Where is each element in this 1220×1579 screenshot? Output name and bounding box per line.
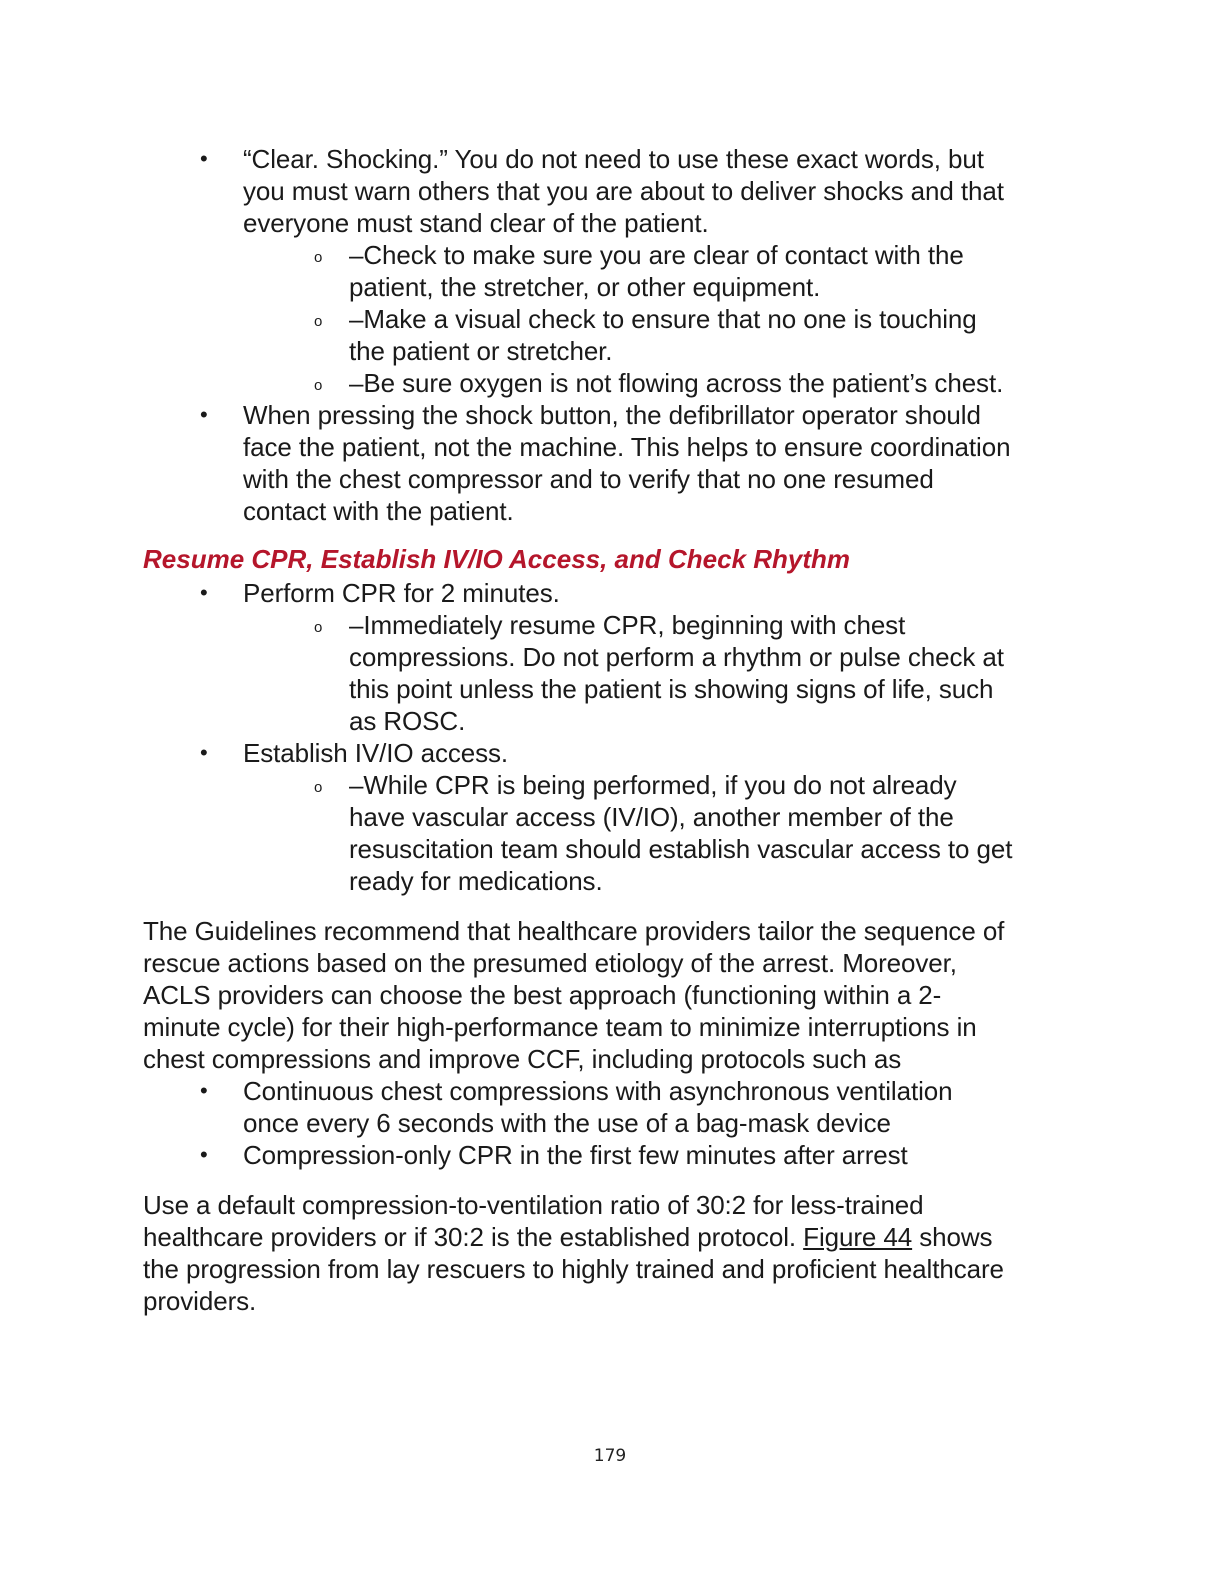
bullet-icon: •	[200, 1142, 208, 1167]
bullet-text: everyone must stand clear of the patient.	[243, 208, 709, 238]
bullet-text: once every 6 seconds with the use of a bag-mask device	[243, 1108, 891, 1138]
bullet-text: Compression-only CPR in the first few minutes after arrest	[243, 1140, 908, 1170]
sub-bullet-text: resuscitation team should establish vascular access to get	[349, 834, 1013, 864]
paragraph-text	[143, 1221, 992, 1253]
bullet-text: Establish IV/IO access.	[243, 738, 509, 768]
paragraph-text: minute cycle) for their high-performance team to minimize interruptions in	[143, 1012, 977, 1042]
sub-bullet-text: –Check to make sure you are clear of contact with the	[349, 240, 964, 270]
bullet-text: face the patient, not the machine. This helps to ensure coordination	[243, 432, 1011, 462]
sub-bullet-icon: o	[314, 619, 323, 636]
sub-bullet-icon: o	[314, 313, 323, 330]
bullet-icon: •	[200, 1078, 208, 1103]
bullet-text: with the chest compressor and to verify that no one resumed	[243, 464, 934, 494]
sub-bullet-text: ready for medications.	[349, 866, 603, 896]
paragraph-text: The Guidelines recommend that healthcare providers tailor the sequence of	[143, 916, 1005, 946]
paragraph-text: ACLS providers can choose the best approach (functioning within a 2-	[143, 980, 942, 1010]
figure-44-link[interactable]: Figure 44	[803, 1222, 913, 1252]
paragraph-text-segment: healthcare providers or if 30:2 is the established protocol.	[143, 1222, 804, 1252]
paragraph-text: rescue actions based on the presumed etiology of the arrest. Moreover,	[143, 948, 957, 978]
bullet-text: “Clear. Shocking.” You do not need to use these exact words, but	[243, 144, 984, 174]
paragraph-text-segment: shows	[912, 1222, 993, 1252]
paragraph-text: providers.	[143, 1286, 257, 1316]
sub-bullet-text: –Immediately resume CPR, beginning with chest	[349, 610, 906, 640]
bullet-icon: •	[200, 740, 208, 765]
bullet-text: contact with the patient.	[243, 496, 514, 526]
bullet-text: Perform CPR for 2 minutes.	[243, 578, 560, 608]
paragraph-text: chest compressions and improve CCF, including protocols such as	[143, 1044, 902, 1074]
paragraph-text: the progression from lay rescuers to highly trained and proficient healthcare	[143, 1254, 1004, 1284]
page-number: 179	[593, 1446, 627, 1466]
bullet-text: you must warn others that you are about to deliver shocks and that	[243, 176, 1004, 206]
sub-bullet-text: –Be sure oxygen is not flowing across the patient’s chest.	[349, 368, 1004, 398]
sub-bullet-icon: o	[314, 377, 323, 394]
sub-bullet-text: as ROSC.	[349, 706, 466, 736]
sub-bullet-text: the patient or stretcher.	[349, 336, 613, 366]
bullet-icon: •	[200, 402, 208, 427]
section-heading: Resume CPR, Establish IV/IO Access, and Check Rhythm	[143, 544, 851, 574]
sub-bullet-icon: o	[314, 249, 323, 266]
bullet-text: Continuous chest compressions with asynchronous ventilation	[243, 1076, 953, 1106]
sub-bullet-text: compressions. Do not perform a rhythm or pulse check at	[349, 642, 1004, 672]
paragraph-text: Use a default compression-to-ventilation ratio of 30:2 for less-trained	[143, 1190, 924, 1220]
sub-bullet-icon: o	[314, 779, 323, 796]
sub-bullet-text: –Make a visual check to ensure that no one is touching	[349, 304, 977, 334]
sub-bullet-text: –While CPR is being performed, if you do not already	[349, 770, 957, 800]
bullet-icon: •	[200, 580, 208, 605]
sub-bullet-text: have vascular access (IV/IO), another member of the	[349, 802, 954, 832]
sub-bullet-text: patient, the stretcher, or other equipment.	[349, 272, 821, 302]
bullet-icon: •	[200, 146, 208, 171]
bullet-text: When pressing the shock button, the defibrillator operator should	[243, 400, 981, 430]
sub-bullet-text: this point unless the patient is showing signs of life, such	[349, 674, 994, 704]
